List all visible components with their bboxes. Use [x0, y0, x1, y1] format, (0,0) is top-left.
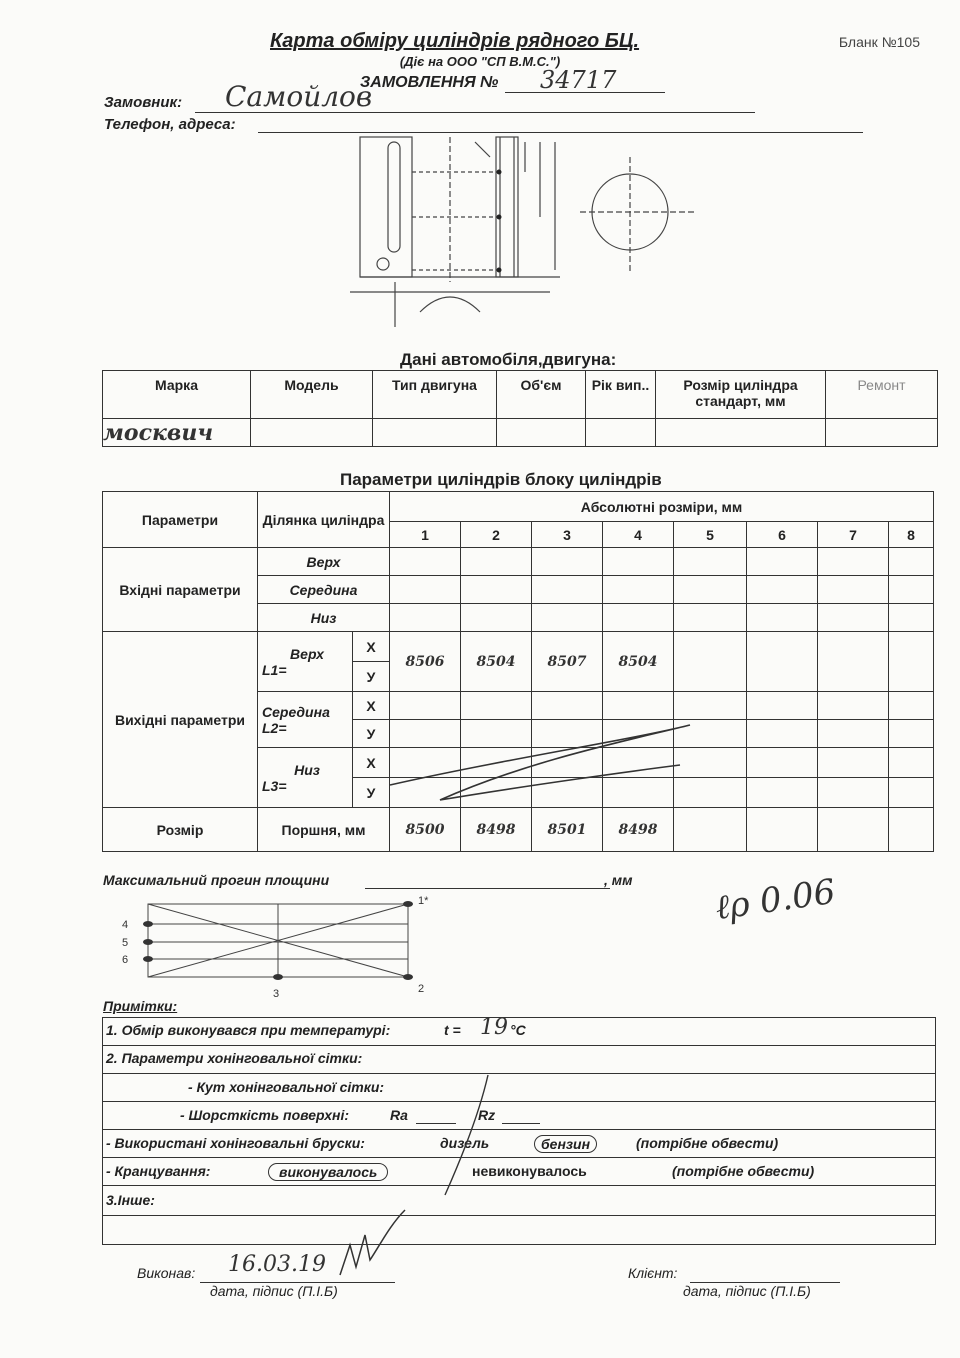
col-num-6: 6 [747, 522, 818, 548]
note-roughness: - Шорсткість поверхні: [180, 1107, 350, 1123]
l3-code: L3= [262, 777, 287, 794]
col-model: Модель [251, 371, 373, 419]
cylinder-size-value [656, 419, 826, 447]
order-label: ЗАМОВЛЕННЯ № [360, 74, 499, 91]
col-num-8: 8 [889, 522, 934, 548]
point-label-5: 5 [122, 937, 129, 949]
l1-y-value-3: 8507 [532, 632, 603, 692]
note-honing-angle: - Кут хонінговальної сітки: [188, 1079, 385, 1095]
piston-value-1: 8500 [390, 808, 461, 852]
bars-option-diesel: дизель [440, 1135, 490, 1151]
form-subtitle: (Діє на ООО "СП В.М.С.") [399, 54, 561, 69]
temp-t-label: t = [444, 1022, 461, 1038]
bars-option-petrol: бензин [534, 1135, 597, 1153]
slash-scribble [440, 1070, 500, 1200]
crank-hint: (потрібне обвести) [672, 1163, 815, 1179]
l2-name: Середина [262, 703, 330, 720]
temp-unit: °C [510, 1022, 526, 1038]
flatness-line [365, 888, 610, 889]
input-row-bottom: Низ [258, 604, 390, 632]
done-date: 16.03.19 [228, 1252, 326, 1277]
vehicle-section-title: Дані автомобіля,двигуна: [400, 350, 617, 369]
flatness-label: Максимальний прогин площини [103, 872, 330, 888]
l1-y: У [353, 662, 390, 692]
point-label-3: 3 [273, 988, 280, 1000]
piston-value-2: 8498 [461, 808, 532, 852]
l1-name: Верх [290, 645, 324, 662]
note-other: 3.Інше: [106, 1192, 155, 1208]
col-repair: Ремонт [826, 371, 938, 419]
notes-box [102, 1017, 936, 1245]
signature [330, 1205, 410, 1285]
output-params-label: Вихідні параметри [103, 632, 258, 808]
l1-y-value-2: 8504 [461, 632, 532, 692]
col-num-4: 4 [603, 522, 674, 548]
col-num-5: 5 [674, 522, 747, 548]
col-num-1: 1 [390, 522, 461, 548]
form-title: Карта обміру циліндрів рядного БЦ. [270, 30, 640, 52]
done-label: Виконав: [137, 1265, 196, 1281]
col-engine-type: Тип двигуна [373, 371, 497, 419]
l1-y-value-1: 8506 [390, 632, 461, 692]
note-temperature: 1. Обмір виконувався при температурі: [106, 1022, 391, 1038]
flatness-handwritten: ℓρ 0.06 [712, 871, 838, 929]
input-row-middle: Середина [258, 576, 390, 604]
flatness-diagram [110, 892, 440, 1004]
notes-title: Примітки: [103, 998, 178, 1014]
form-number: Бланк №105 [838, 34, 920, 50]
flatness-unit: , мм [604, 872, 633, 888]
note-crank: - Кранцування: [106, 1163, 211, 1179]
l3-y: У [353, 778, 390, 808]
l2-code: L2= [262, 719, 287, 736]
params-section-title: Параметри циліндрів блоку циліндрів [340, 470, 662, 489]
piston-label: Поршня, мм [258, 808, 390, 852]
note-honing-params: 2. Параметри хонінговальної сітки: [106, 1050, 363, 1066]
note-bars: - Використані хонінговальні бруски: [106, 1135, 365, 1151]
ra-label: Ra [390, 1107, 408, 1123]
l1-y-value-4: 8504 [603, 632, 674, 692]
phone-label: Телефон, адреса: [104, 116, 236, 133]
vehicle-header-row [103, 371, 938, 419]
col-section: Ділянка циліндра [258, 492, 390, 548]
col-volume: Об'єм [497, 371, 586, 419]
col-abs-sizes: Абсолютні розміри, мм [390, 492, 934, 522]
l1-x: X [353, 632, 390, 662]
strike-through-scribble [380, 700, 700, 810]
l1-code: L1= [262, 661, 287, 678]
output-group-l3 [258, 748, 353, 808]
volume-value [497, 419, 586, 447]
year-value [586, 419, 656, 447]
point-label-2: 2 [418, 983, 425, 995]
col-num-7: 7 [818, 522, 889, 548]
size-label: Розмір [103, 808, 258, 852]
piston-value-4: 8498 [603, 808, 674, 852]
vehicle-value-row [103, 419, 938, 447]
rz-line [502, 1123, 540, 1124]
vehicle-table [102, 370, 938, 447]
model-value [251, 419, 373, 447]
output-group-l1 [258, 632, 353, 692]
brand-value: москвич [103, 419, 251, 447]
output-group-l2 [258, 692, 353, 748]
l3-name: Низ [294, 761, 320, 778]
cylinder-drawing [350, 132, 710, 332]
customer-label: Замовник: [104, 94, 183, 111]
bars-hint: (потрібне обвести) [636, 1135, 779, 1151]
client-label: Клієнт: [628, 1265, 678, 1281]
piston-value-3: 8501 [532, 808, 603, 852]
crank-option-done: виконувалось [268, 1163, 388, 1181]
col-year: Рік вип.. [586, 371, 656, 419]
client-caption: дата, підпис (П.І.Б) [683, 1283, 811, 1299]
l2-x: X [353, 692, 390, 720]
col-num-3: 3 [532, 522, 603, 548]
col-num-2: 2 [461, 522, 532, 548]
input-params-label: Вхідні параметри [103, 548, 258, 632]
rz-label: Rz [478, 1107, 496, 1123]
col-brand: Марка [103, 371, 251, 419]
engine-type-value [373, 419, 497, 447]
order-number: 34717 [540, 66, 617, 94]
temp-value: 19 [480, 1015, 508, 1040]
point-label-4: 4 [122, 919, 129, 931]
customer-name: Самойлов [225, 80, 373, 113]
crank-option-not-done: невиконувалось [472, 1163, 587, 1179]
repair-value [826, 419, 938, 447]
l3-x: X [353, 748, 390, 778]
point-label-1: 1* [418, 895, 429, 907]
input-row-top: Верх [258, 548, 390, 576]
l2-y: У [353, 720, 390, 748]
point-label-6: 6 [122, 954, 129, 966]
done-caption: дата, підпис (П.І.Б) [210, 1283, 338, 1299]
col-cylinder-size: Розмір циліндра стандарт, мм [656, 371, 826, 419]
col-params: Параметри [103, 492, 258, 548]
